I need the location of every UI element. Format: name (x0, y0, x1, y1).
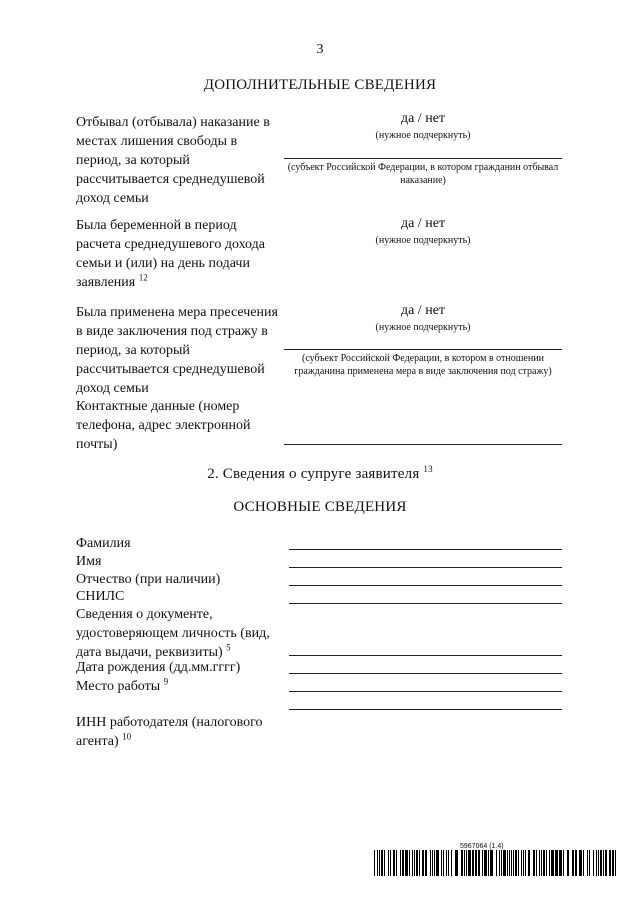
snils-label: СНИЛС (76, 589, 125, 604)
custody-yes-no[interactable]: да / нет (400, 303, 446, 318)
workplace-line-2[interactable] (289, 709, 562, 710)
workplace-label: Место работы $^9$ (76, 676, 169, 694)
served-yes-no[interactable]: да / нет (400, 111, 446, 126)
custody-region-note: (субъект Российской Федерации, в котором в отношении гражданина применена мера в виде заключения под стражу) (294, 353, 552, 377)
served-hint: (нужное подчеркнуть) (375, 130, 471, 141)
snils-line[interactable] (289, 603, 562, 604)
name-line[interactable] (289, 567, 562, 568)
contacts-label: Контактные данные (номер телефона, адрес электронной почты) (76, 399, 251, 452)
barcode (374, 850, 616, 876)
footnote-10: 10 (122, 731, 132, 742)
custody-region-line[interactable] (284, 349, 562, 350)
patronymic-label: Отчество (при наличии) (76, 572, 221, 587)
pregnant-label: Была беременной в период расчета среднедушевого дохода семьи и (или) на день подачи заявления $^{12}$ (76, 218, 265, 290)
page-number: 3 (316, 42, 324, 57)
id-document-line[interactable] (289, 655, 562, 656)
basic-info-heading: ОСНОВНЫЕ СВЕДЕНИЯ (233, 499, 407, 515)
employer-inn-label: ИНН работодателя (налогового агента) $^{10}$ (76, 715, 263, 749)
name-label: Имя (76, 554, 102, 569)
id-document-label: Сведения о документе, удостоверяющем личность (вид, дата выдачи, реквизиты) $^5$ (76, 607, 270, 660)
contacts-line[interactable] (284, 444, 562, 445)
birthdate-label: Дата рождения (дд.мм.гггг) (76, 660, 241, 675)
surname-label: Фамилия (76, 536, 131, 551)
custody-hint: (нужное подчеркнуть) (375, 322, 471, 333)
served-region-line[interactable] (284, 158, 562, 159)
custody-label: Была применена мера пресечения в виде заключения под стражу в период, за который рассчитывается среднедушевой доход семьи (76, 305, 278, 396)
served-sentence-label: Отбывал (отбывала) наказание в местах лишения свободы в период, за который рассчитывается среднедушевой доход семьи (76, 115, 270, 206)
pregnant-yes-no[interactable]: да / нет (400, 216, 446, 231)
surname-line[interactable] (289, 549, 562, 550)
workplace-line-1[interactable] (289, 691, 562, 692)
barcode-number: 5967064 (1.4) (460, 843, 504, 850)
birthdate-line[interactable] (289, 673, 562, 674)
footnote-13: 13 (423, 464, 433, 474)
footnote-5: 5 (226, 642, 231, 653)
additional-info-heading: ДОПОЛНИТЕЛЬНЫЕ СВЕДЕНИЯ (203, 77, 437, 93)
footnote-9: 9 (163, 676, 169, 687)
spouse-heading: 2. Сведения о супруге заявителя $^{13}$ (207, 464, 433, 482)
served-region-note: (субъект Российской Федерации, в котором гражданин отбывал наказание) (287, 162, 559, 186)
patronymic-line[interactable] (289, 585, 562, 586)
footnote-12: 12 (138, 272, 148, 283)
pregnant-hint: (нужное подчеркнуть) (375, 235, 471, 246)
